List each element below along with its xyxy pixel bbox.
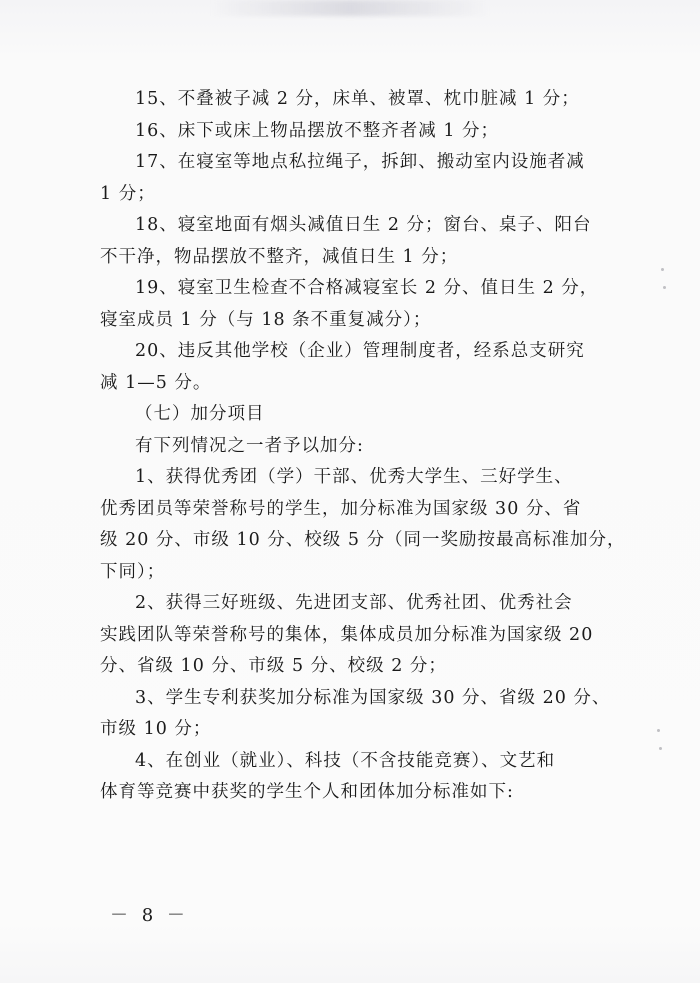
scan-speck bbox=[657, 729, 660, 732]
text-line: 有下列情况之一者予以加分: bbox=[135, 435, 364, 456]
text-line: 20、违反其他学校（企业）管理制度者，经系总支研究 bbox=[135, 341, 585, 361]
text-line: 17、在寝室等地点私拉绳子，拆卸、搬动室内设施者减 bbox=[135, 152, 585, 172]
text-line: 19、寝室卫生检查不合格减寝室长 2 分、值日生 2 分， bbox=[135, 278, 599, 298]
text-line: 18、寝室地面有烟头减值日生 2 分；窗台、桌子、阳台 bbox=[135, 215, 592, 235]
text-line: 1、获得优秀团（学）干部、优秀大学生、三好学生、 bbox=[135, 467, 573, 487]
page-number: － 8 － bbox=[110, 905, 189, 926]
scan-bleed-through bbox=[210, 0, 490, 16]
text-line: 分、省级 10 分、市级 5 分、校级 2 分； bbox=[100, 656, 447, 676]
text-line: 4、在创业（就业）、科技（不含技能竞赛）、文艺和 bbox=[135, 750, 556, 771]
text-line: 级 20 分、市级 10 分、校级 5 分（同一奖励按最高标准加分， bbox=[100, 530, 626, 550]
text-line: 优秀团员等荣誉称号的学生，加分标准为国家级 30 分、省 bbox=[100, 498, 582, 519]
text-line: 16、床下或床上物品摆放不整齐者减 1 分； bbox=[135, 120, 500, 141]
scan-speck bbox=[659, 747, 662, 750]
scan-speck bbox=[661, 268, 664, 271]
text-line: 减 1—5 分。 bbox=[100, 372, 212, 393]
text-line: 不干净，物品摆放不整齐，减值日生 1 分； bbox=[100, 246, 459, 267]
text-line: 寝室成员 1 分（与 18 条不重复减分）； bbox=[100, 309, 432, 330]
text-line: 下同）； bbox=[100, 561, 166, 582]
text-line: 实践团队等荣誉称号的集体，集体成员加分标准为国家级 20 bbox=[100, 624, 594, 645]
text-line: 15、不叠被子减 2 分，床单、被罩、枕巾脏减 1 分； bbox=[135, 89, 580, 109]
section-heading: （七）加分项目 bbox=[135, 404, 265, 424]
text-line: 体育等竞赛中获奖的学生个人和团体加分标准如下: bbox=[100, 782, 514, 802]
scan-speck bbox=[663, 286, 666, 289]
body-text bbox=[100, 84, 626, 809]
text-line: 1 分； bbox=[100, 183, 156, 204]
text-line: 2、获得三好班级、先进团支部、优秀社团、优秀社会 bbox=[135, 593, 573, 613]
text-line: 市级 10 分； bbox=[100, 719, 212, 739]
text-line: 3、学生专利获奖加分标准为国家级 30 分、省级 20 分、 bbox=[135, 687, 611, 708]
